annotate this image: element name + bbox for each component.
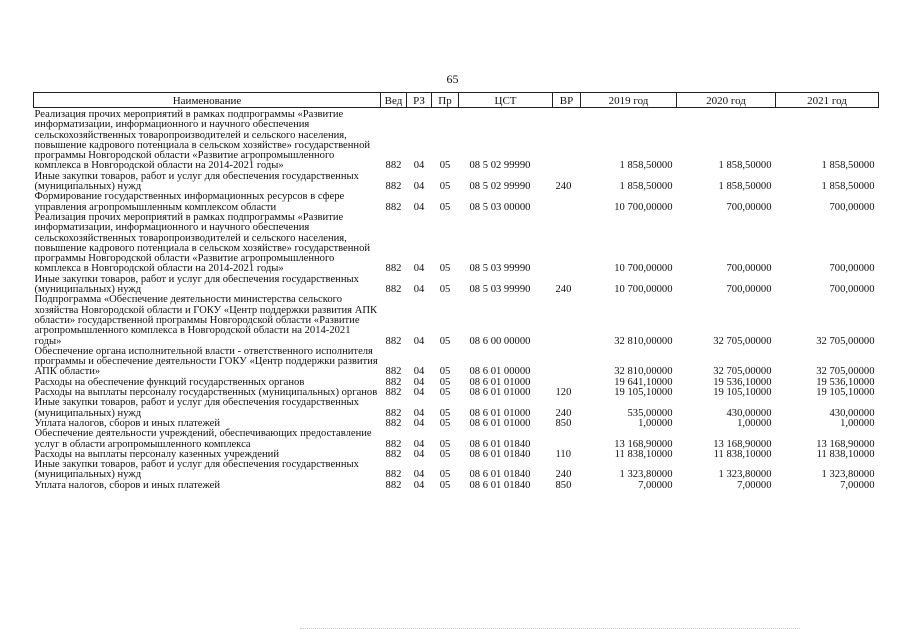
header-vr: ВР (553, 93, 581, 108)
row-rz: 04 (413, 366, 425, 378)
row-pr: 05 (439, 469, 451, 481)
row-2021: 32 705,00000 (816, 366, 875, 378)
row-2021: 700,00000 (829, 284, 875, 296)
row-rz: 04 (413, 407, 425, 419)
row-name: Расходы на выплаты персоналу казенных учреждений (34, 448, 279, 460)
row-2020: 32 705,00000 (713, 335, 772, 347)
row-2021: 1 858,50000 (821, 160, 875, 172)
row-2019: 11 838,10000 (614, 448, 673, 460)
row-2020: 700,00000 (726, 263, 772, 275)
row-cst: 08 6 01 01840 (469, 448, 531, 460)
row-cst: 08 6 01 01000 (469, 407, 531, 419)
row-2020: 1 858,50000 (718, 181, 772, 193)
row-2019: 1 858,50000 (619, 160, 673, 172)
row-2021: 1 323,80000 (821, 469, 875, 481)
row-2019: 13 168,90000 (614, 438, 673, 450)
row-vr (553, 347, 581, 378)
row-name: Обеспечение органа исполнительной власти - ответственного исполнителя программы и обеспечение деятельности ГОКУ «Центр поддержки развития АПК области» (34, 345, 378, 378)
row-name: Формирование государственных информационных ресурсов в сфере управления агропромышленным комплексом области (34, 191, 345, 213)
row-2019: 1 323,80000 (619, 469, 673, 481)
row-2021: 32 705,00000 (816, 335, 875, 347)
row-ved: 882 (385, 469, 402, 481)
row-vr: 850 (555, 479, 572, 491)
row-name: Иные закупки товаров, работ и услуг для обеспечения государственных (муниципальных) нужд (34, 170, 359, 193)
row-pr: 05 (439, 335, 451, 347)
table-row (34, 275, 879, 296)
row-ved: 882 (385, 160, 402, 172)
row-name: Уплата налогов, сборов и иных платежей (34, 417, 221, 429)
row-2020: 430,00000 (726, 407, 772, 419)
row-name: Реализация прочих мероприятий в рамках подпрограммы «Развитие информатизации, информационного и научного обеспечения сельскохозяйственных товаропроизводителей и сельского населения, повышение кадрового потенциала в сельском хозяйстве» государственной программы Новгородской области «Развитие агропромышленного комплекса в Новгородской области на 2014-2021 годы» (34, 109, 371, 172)
row-2020: 1 323,80000 (718, 469, 772, 481)
table-row (34, 295, 879, 346)
table-body (34, 108, 879, 491)
budget-table (33, 92, 879, 491)
row-2020: 19 536,10000 (713, 376, 772, 388)
row-2020: 700,00000 (726, 284, 772, 296)
row-cst: 08 6 01 01000 (469, 376, 531, 388)
row-2021: 19 105,10000 (816, 387, 875, 399)
row-2019: 1,00000 (638, 417, 673, 429)
row-2019: 32 810,00000 (614, 335, 673, 347)
row-pr: 05 (439, 387, 451, 399)
row-name: Иные закупки товаров, работ и услуг для обеспечения государственных (муниципальных) нужд (34, 273, 359, 296)
row-cst: 08 6 01 01000 (469, 417, 531, 429)
row-ved: 882 (385, 407, 402, 419)
row-ved: 882 (385, 284, 402, 296)
row-rz: 04 (413, 376, 425, 388)
row-vr: 240 (555, 469, 572, 481)
row-2020: 19 105,10000 (713, 387, 772, 399)
header-cst: ЦСТ (459, 93, 553, 108)
row-pr: 05 (439, 438, 451, 450)
row-name: Расходы на выплаты персоналу государственных (муниципальных) органов (34, 387, 378, 399)
row-vr (553, 213, 581, 275)
row-pr: 05 (439, 448, 451, 460)
row-cst: 08 6 01 01840 (469, 469, 531, 481)
row-cst: 08 6 00 00000 (469, 335, 531, 347)
row-ved: 882 (385, 201, 402, 213)
row-vr: 240 (555, 407, 572, 419)
row-rz: 04 (413, 284, 425, 296)
row-vr: 850 (555, 417, 572, 429)
row-cst: 08 6 01 01840 (469, 438, 531, 450)
row-rz: 04 (413, 438, 425, 450)
table-header-row (34, 93, 879, 108)
row-cst: 08 5 03 99990 (469, 263, 531, 275)
row-name: Обеспечение деятельности учреждений, обеспечивающих предоставление услуг в области агропромышленного комплекса (34, 428, 372, 450)
row-name: Иные закупки товаров, работ и услуг для обеспечения государственных (муниципальных) нужд (34, 397, 359, 419)
row-ved: 882 (385, 366, 402, 378)
row-pr: 05 (439, 376, 451, 388)
row-2021: 13 168,90000 (816, 438, 875, 450)
table-row (34, 429, 879, 450)
row-2021: 430,00000 (829, 407, 875, 419)
row-2021: 700,00000 (829, 201, 875, 213)
row-cst: 08 6 01 00000 (469, 366, 531, 378)
table-row (34, 460, 879, 481)
row-rz: 04 (413, 181, 425, 193)
row-2019: 10 700,00000 (614, 284, 673, 296)
row-2021: 1 858,50000 (821, 181, 875, 193)
table-row (34, 172, 879, 193)
row-2021: 1,00000 (840, 417, 875, 429)
row-pr: 05 (439, 417, 451, 429)
row-pr: 05 (439, 263, 451, 275)
row-rz: 04 (413, 160, 425, 172)
row-name: Иные закупки товаров, работ и услуг для обеспечения государственных (муниципальных) нужд (34, 459, 359, 481)
row-pr: 05 (439, 181, 451, 193)
row-2020: 7,00000 (737, 479, 772, 491)
row-pr: 05 (439, 160, 451, 172)
row-2019: 32 810,00000 (614, 366, 673, 378)
row-2019: 7,00000 (638, 479, 673, 491)
table-row (34, 481, 879, 491)
table-row (34, 347, 879, 378)
row-vr: 240 (555, 284, 572, 296)
row-2019: 1 858,50000 (619, 181, 673, 193)
row-name: Расходы на обеспечение функций государственных органов (34, 376, 305, 388)
header-2019: 2019 год (581, 93, 677, 108)
row-ved: 882 (385, 387, 402, 399)
table-row (34, 192, 879, 213)
row-ved: 882 (385, 335, 402, 347)
header-2021: 2021 год (776, 93, 879, 108)
page-number: 65 (446, 72, 459, 86)
row-name: Уплата налогов, сборов и иных платежей (34, 479, 221, 491)
row-2019: 10 700,00000 (614, 201, 673, 213)
table-row (34, 108, 879, 172)
row-2021: 19 536,10000 (816, 376, 875, 388)
row-vr: 110 (555, 448, 571, 460)
row-2020: 13 168,90000 (713, 438, 772, 450)
row-cst: 08 6 01 01840 (469, 479, 531, 491)
row-2019: 19 105,10000 (614, 387, 673, 399)
row-cst: 08 5 02 99990 (469, 181, 531, 193)
row-vr (553, 295, 581, 346)
row-vr (553, 108, 581, 172)
row-name: Реализация прочих мероприятий в рамках подпрограммы «Развитие информатизации, информационного и научного обеспечения сельскохозяйственных товаропроизводителей и сельского населения, повышение кадрового потенциала в сельском хозяйстве» государственной программы Новгородской области «Развитие агропромышленного комплекса в Новгородской области на 2014-2021 годы» (34, 211, 371, 275)
row-2019: 10 700,00000 (614, 263, 673, 275)
row-2019: 19 641,10000 (614, 376, 673, 388)
row-rz: 04 (413, 263, 425, 275)
header-rz: РЗ (407, 93, 432, 108)
row-ved: 882 (385, 181, 402, 193)
row-cst: 08 6 01 01000 (469, 387, 531, 399)
row-vr (553, 429, 581, 450)
row-pr: 05 (439, 284, 451, 296)
header-ved: Вед (381, 93, 407, 108)
row-pr: 05 (439, 407, 451, 419)
row-cst: 08 5 03 00000 (469, 201, 531, 213)
row-ved: 882 (385, 263, 402, 275)
row-2020: 700,00000 (726, 201, 772, 213)
row-2021: 11 838,10000 (816, 448, 875, 460)
row-2021: 7,00000 (840, 479, 875, 491)
row-2020: 11 838,10000 (713, 448, 772, 460)
header-pr: Пр (432, 93, 459, 108)
row-rz: 04 (413, 448, 425, 460)
page-bottom-edge (300, 628, 800, 635)
table-row (34, 213, 879, 275)
row-vr: 120 (555, 387, 572, 399)
row-pr: 05 (439, 366, 451, 378)
row-2019: 535,00000 (627, 407, 673, 419)
row-pr: 05 (439, 201, 451, 213)
row-2020: 32 705,00000 (713, 366, 772, 378)
row-2020: 1 858,50000 (718, 160, 772, 172)
row-2021: 700,00000 (829, 263, 875, 275)
row-ved: 882 (385, 479, 402, 491)
table-row (34, 398, 879, 419)
row-vr (553, 192, 581, 213)
row-rz: 04 (413, 479, 425, 491)
header-2020: 2020 год (677, 93, 776, 108)
row-rz: 04 (413, 335, 425, 347)
row-rz: 04 (413, 201, 425, 213)
header-name: Наименование (34, 93, 381, 108)
row-2020: 1,00000 (737, 417, 772, 429)
row-name: Подпрограмма «Обеспечение деятельности министерства сельского хозяйства Новгородской области и ГОКУ «Центр поддержки развития АПК области» государственной программы Новгородской области «Развитие агропромышленного комплекса в Новгородской области на 2014-2021 годы» (34, 294, 378, 347)
row-rz: 04 (413, 387, 425, 399)
row-ved: 882 (385, 448, 402, 460)
row-cst: 08 5 03 99990 (469, 284, 531, 296)
row-cst: 08 5 02 99990 (469, 160, 531, 172)
row-ved: 882 (385, 438, 402, 450)
row-pr: 05 (439, 479, 451, 491)
row-ved: 882 (385, 417, 402, 429)
row-ved: 882 (385, 376, 402, 388)
row-vr: 240 (555, 181, 572, 193)
row-rz: 04 (413, 417, 425, 429)
row-rz: 04 (413, 469, 425, 481)
